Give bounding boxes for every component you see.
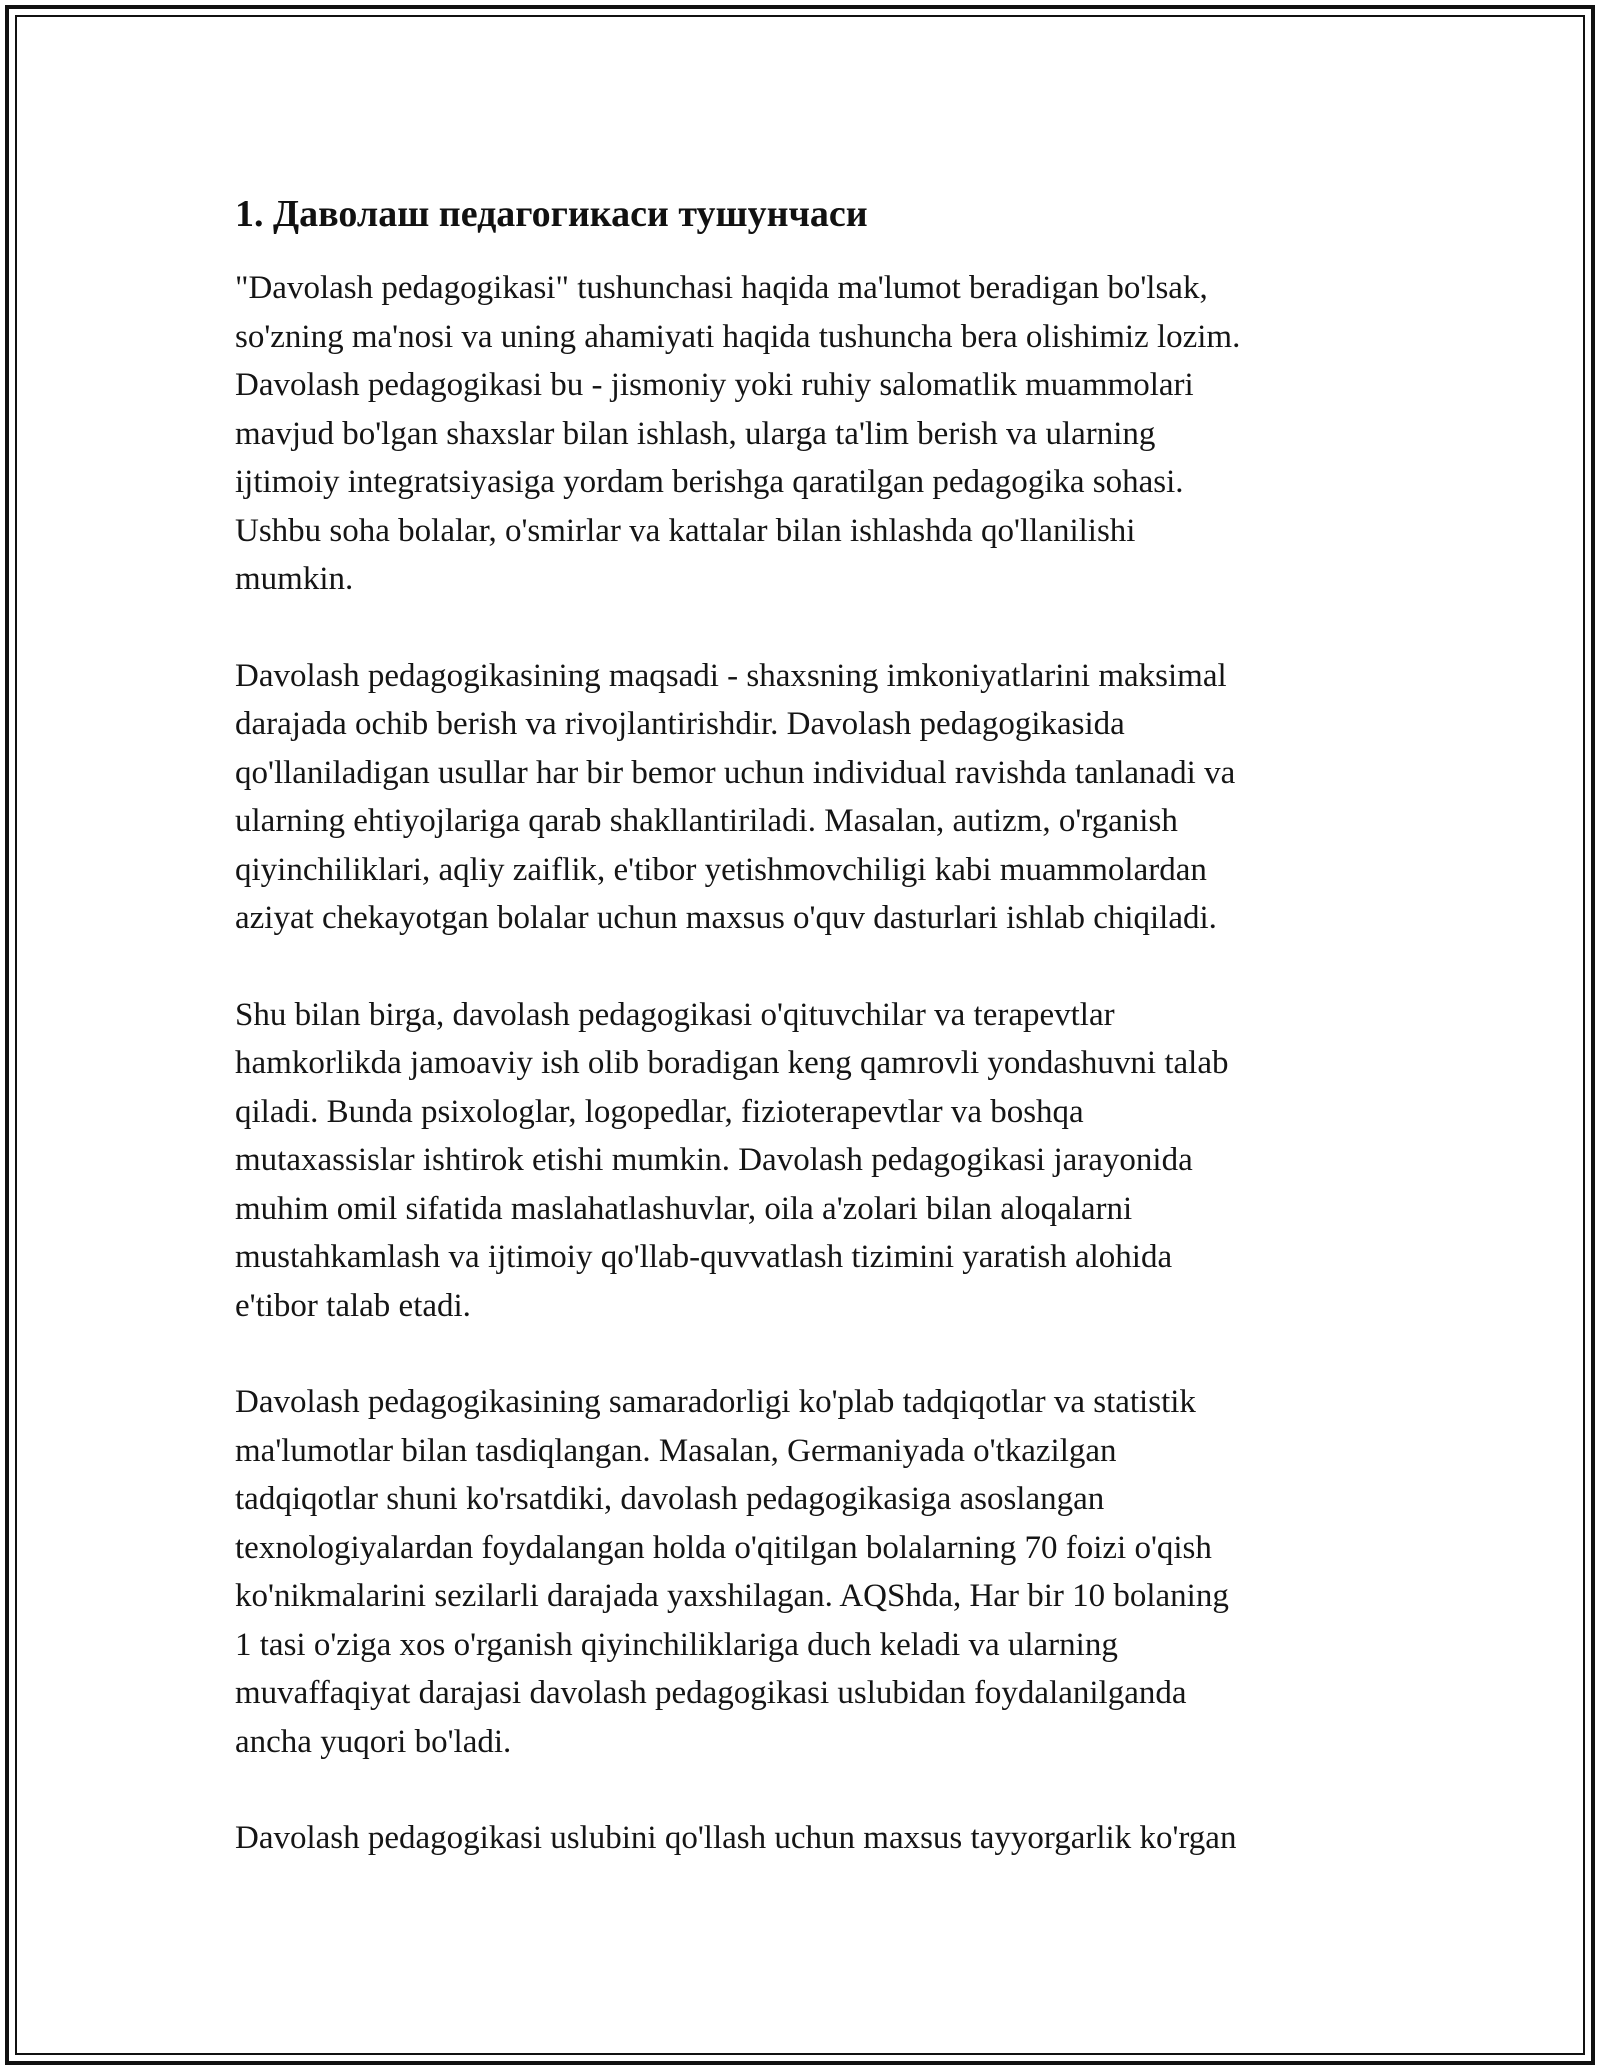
document-body <box>235 188 1375 1911</box>
paragraph-preparation: Davolash pedagogikasi uslubini qo'llash uchun maxsus tayyorgarlik ko'rgan <box>235 1820 1237 1856</box>
paragraph-definition: "Davolash pedagogikasi" tushunchasi haqida ma'lumot beradigan bo'lsak, so'zning ma'nosi va uning ahamiyati haqida tushuncha bera olishimiz lozim. Davolash pedagogikasi bu - jismoniy yoki ruhiy salomatlik muammolari mavjud bo'lgan shaxslar bilan ishlash, ularga ta'lim berish va ularning ijtimoiy integratsiyasiga yordam berishga qaratilgan pedagogika sohasi. Ushbu soha bolalar, o'smirlar va kattalar bilan ishlashda qo'llanilishi mumkin. <box>235 270 1241 597</box>
section-heading: 1. Даволаш педагогикаси тушунчаси <box>235 193 868 235</box>
paragraph-team-approach: Shu bilan birga, davolash pedagogikasi o'qituvchilar va terapevtlar hamkorlikda jamoaviy ish olib boradigan keng qamrovli yondashuvni talab qiladi. Bunda psixologlar, logopedlar, fizioterapevtlar va boshqa mutaxassislar ishtirok etishi mumkin. Davolash pedagogikasi jarayonida muhim omil sifatida maslahatlashuvlar, oila a'zolari bilan aloqalarni mustahkamlash va ijtimoiy qo'llab-quvvatlash tizimini yaratish alohida e'tibor talab etadi. <box>235 996 1229 1324</box>
paragraph-effectiveness: Davolash pedagogikasining samaradorligi ko'plab tadqiqotlar va statistik ma'lumotlar bilan tasdiqlangan. Masalan, Germaniyada o'tkazilgan tadqiqotlar shuni ko'rsatdiki, davolash pedagogikasiga asoslangan texnologiyalardan foydalangan holda o'qitilgan bolalarning 70 foizi o'qish ko'nikmalarini sezilarli darajada yaxshilagan. AQShda, Har bir 10 bolaning 1 tasi o'ziga xos o'rganish qiyinchiliklariga duch keladi va ularning muvaffaqiyat darajasi davolash pedagogikasi uslubidan foydalanilganda ancha yuqori bo'ladi. <box>235 1384 1229 1760</box>
paragraph-goal: Davolash pedagogikasining maqsadi - shaxsning imkoniyatlarini maksimal darajada ochib berish va rivojlantirishdir. Davolash pedagogikasida qo'llaniladigan usullar har bir bemor uchun individual ravishda tanlanadi va ularning ehtiyojlariga qarab shakllantiriladi. Masalan, autizm, o'rganish qiyinchiliklari, aqliy zaiflik, e'tibor yetishmovchiligi kabi muammolardan aziyat chekayotgan bolalar uchun maxsus o'quv dasturlari ishlab chiqiladi. <box>235 657 1236 936</box>
